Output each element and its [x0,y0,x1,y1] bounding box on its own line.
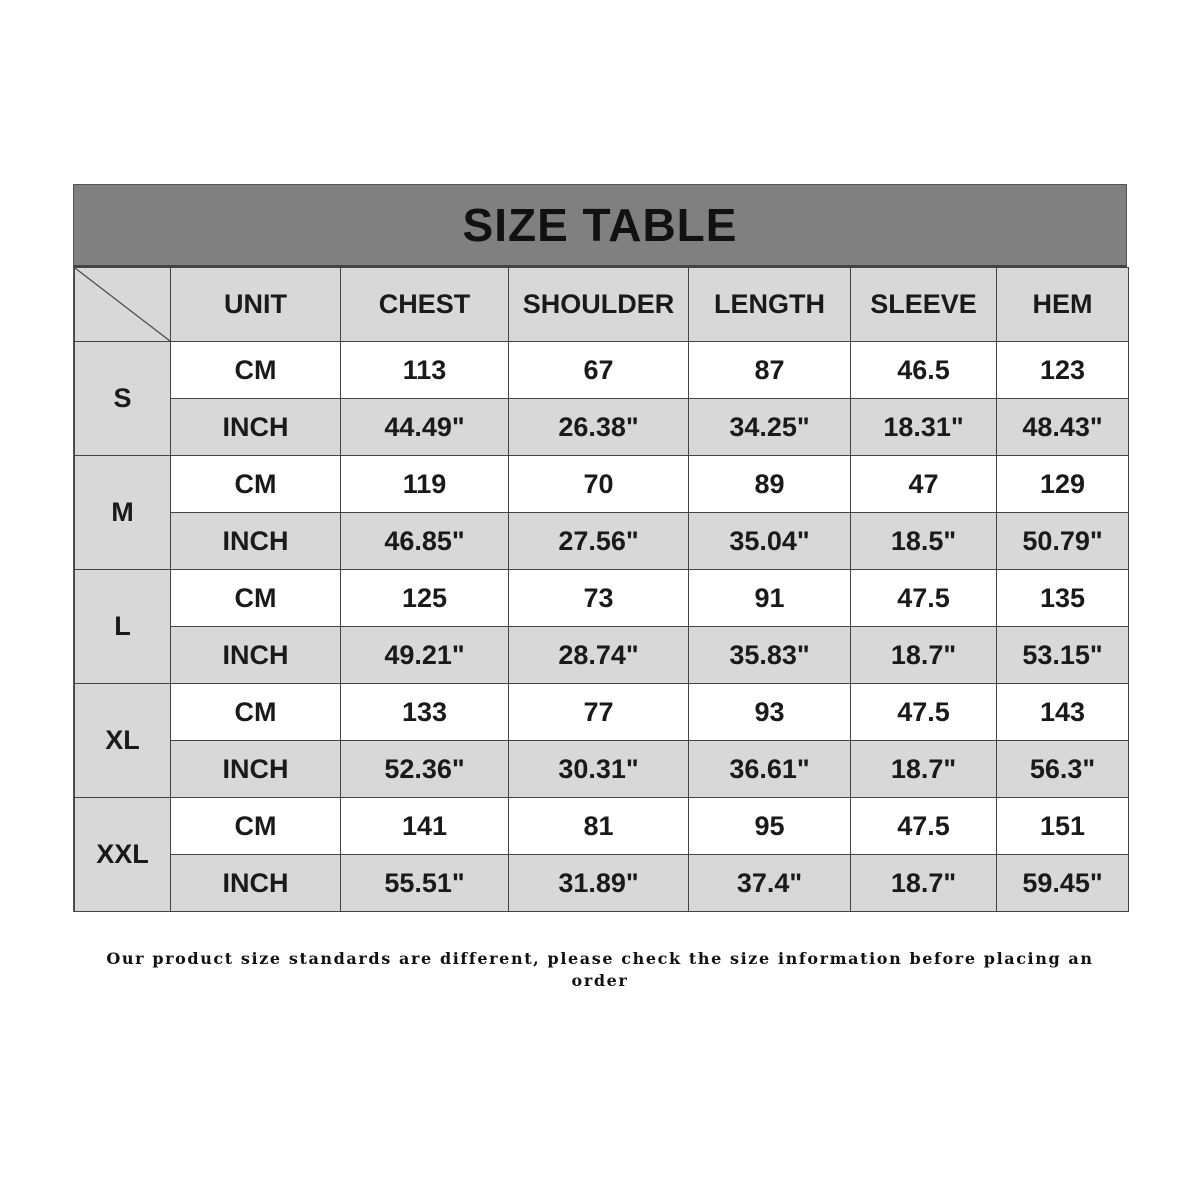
cell-hem: 53.15" [997,627,1129,684]
cell-shoulder: 73 [509,570,689,627]
cell-shoulder: 70 [509,456,689,513]
table-row [75,798,1129,855]
size-label: XL [75,684,171,798]
cell-shoulder: 77 [509,684,689,741]
cell-chest: 125 [341,570,509,627]
cell-chest: 46.85" [341,513,509,570]
cell-unit: CM [171,342,341,399]
column-header-length: LENGTH [689,268,851,342]
table-row [75,342,1129,399]
cell-sleeve: 47.5 [851,684,997,741]
cell-hem: 129 [997,456,1129,513]
table-row [75,627,1129,684]
cell-chest: 52.36" [341,741,509,798]
cell-chest: 141 [341,798,509,855]
cell-unit: INCH [171,399,341,456]
size-label: L [75,570,171,684]
cell-length: 34.25" [689,399,851,456]
cell-length: 37.4" [689,855,851,912]
cell-hem: 135 [997,570,1129,627]
column-header-sleeve: SLEEVE [851,268,997,342]
cell-chest: 113 [341,342,509,399]
size-disclaimer: Our product size standards are different, please check the size information before placing an order [106,949,1094,990]
table-row [75,456,1129,513]
cell-sleeve: 18.5" [851,513,997,570]
size-label: XXL [75,798,171,912]
corner-cell [75,268,171,342]
cell-unit: CM [171,798,341,855]
cell-length: 36.61" [689,741,851,798]
cell-chest: 55.51" [341,855,509,912]
cell-length: 95 [689,798,851,855]
table-row [75,399,1129,456]
cell-length: 91 [689,570,851,627]
cell-shoulder: 31.89" [509,855,689,912]
cell-hem: 59.45" [997,855,1129,912]
cell-shoulder: 30.31" [509,741,689,798]
cell-chest: 119 [341,456,509,513]
table-row [75,855,1129,912]
size-label: S [75,342,171,456]
cell-unit: CM [171,570,341,627]
cell-hem: 151 [997,798,1129,855]
cell-length: 87 [689,342,851,399]
cell-hem: 50.79" [997,513,1129,570]
table-row [75,513,1129,570]
size-table [74,267,1129,912]
cell-sleeve: 18.31" [851,399,997,456]
cell-shoulder: 26.38" [509,399,689,456]
cell-sleeve: 47.5 [851,570,997,627]
cell-sleeve: 46.5 [851,342,997,399]
cell-unit: CM [171,456,341,513]
header-row [75,268,1129,342]
cell-unit: INCH [171,513,341,570]
cell-shoulder: 28.74" [509,627,689,684]
cell-sleeve: 18.7" [851,627,997,684]
cell-sleeve: 18.7" [851,855,997,912]
cell-chest: 44.49" [341,399,509,456]
cell-length: 89 [689,456,851,513]
cell-hem: 56.3" [997,741,1129,798]
cell-shoulder: 67 [509,342,689,399]
cell-unit: INCH [171,741,341,798]
cell-chest: 49.21" [341,627,509,684]
cell-length: 93 [689,684,851,741]
table-row [75,741,1129,798]
size-label: M [75,456,171,570]
cell-length: 35.83" [689,627,851,684]
column-header-shoulder: SHOULDER [509,268,689,342]
column-header-chest: CHEST [341,268,509,342]
column-header-hem: HEM [997,268,1129,342]
cell-unit: INCH [171,627,341,684]
cell-unit: CM [171,684,341,741]
column-header-unit: UNIT [171,268,341,342]
diagonal-divider-icon [75,268,170,341]
cell-sleeve: 47 [851,456,997,513]
cell-chest: 133 [341,684,509,741]
cell-hem: 123 [997,342,1129,399]
cell-length: 35.04" [689,513,851,570]
size-chart [73,184,1127,912]
cell-unit: INCH [171,855,341,912]
cell-shoulder: 27.56" [509,513,689,570]
table-row [75,684,1129,741]
size-table-title: SIZE TABLE [74,185,1126,267]
cell-hem: 48.43" [997,399,1129,456]
cell-sleeve: 18.7" [851,741,997,798]
table-row [75,570,1129,627]
cell-hem: 143 [997,684,1129,741]
cell-sleeve: 47.5 [851,798,997,855]
cell-shoulder: 81 [509,798,689,855]
